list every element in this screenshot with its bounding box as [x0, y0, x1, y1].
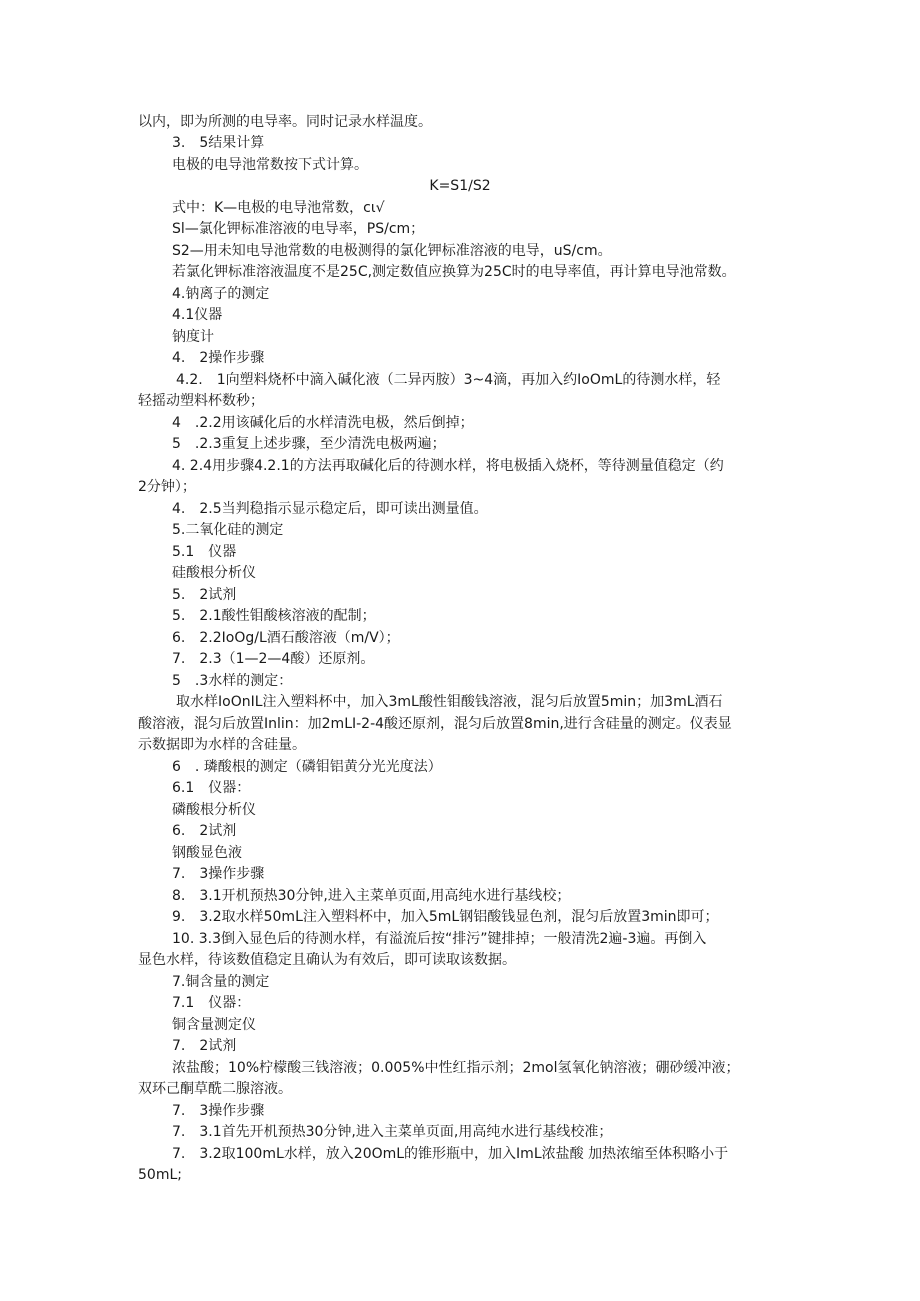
text-line: 磷酸根分析仪 [172, 802, 256, 818]
text-line: 4.2. 1向塑料烧杯中滴入碱化液（二异丙胺）3~4滴，再加入约IoOmL的待测水样，轻 [176, 372, 721, 388]
section-heading: 7.1 仪器： [172, 995, 251, 1011]
text-line: 4. 2.4用步骤4.2.1的方法再取碱化后的待测水样，将电极插入烧杯，等待测量值稳定（约 [172, 458, 724, 474]
text-line: 双环己酮草酰二腺溶液。 [138, 1081, 292, 1097]
text-line: 酸溶液，混匀后放置Inlin：加2mLI-2-4酸还原剂，混匀后放置8min,进行含硅量的测定。仪表显 [138, 716, 732, 732]
text-line: 浓盐酸；10%柠檬酸三钱溶液；0.005%中性红指示剂；2mol氢氧化钠溶液；硼砂缓冲液； [172, 1060, 740, 1076]
section-heading: 7. 3操作步骤 [172, 1103, 265, 1119]
text-line: Sl—氯化钾标准溶液的电导率，PS/cm； [172, 221, 425, 237]
formula: K=S1∕S2 [429, 178, 491, 194]
text-line: 轻摇动塑料杯数秒； [138, 393, 264, 409]
text-line: S2—用未知电导池常数的电极测得的氯化钾标准溶液的电导，uS/cm。 [172, 243, 612, 259]
section-heading: 4. 2操作步骤 [172, 350, 265, 366]
text-line: 钠度计 [172, 329, 214, 345]
text-line: 示数据即为水样的含硅量。 [138, 737, 306, 753]
text-line: 电极的电导池常数按下式计算。 [172, 157, 368, 173]
text-line: 钢酸显色液 [172, 845, 242, 861]
text-line: 显色水样，待该数值稳定且确认为有效后，即可读取该数据。 [138, 952, 516, 968]
text-line: 2分钟）； [138, 479, 196, 495]
section-heading: 7. 3操作步骤 [172, 866, 265, 882]
text-line: 6. 2.2IoOg/L酒石酸溶液（m/V）； [172, 630, 400, 646]
section-heading: 6.1 仪器： [172, 780, 251, 796]
text-line: 5 .2.3重复上述步骤，至少清洗电极两遍； [172, 436, 446, 452]
text-line: 4 .2.2用该碱化后的水样清洗电极，然后倒掉； [172, 415, 474, 431]
text-line: 7. 3.1首先开机预热30分钟,进入主菜单页面,用高纯水进行基线校准； [172, 1124, 613, 1140]
section-heading: 4.钠离子的测定 [172, 286, 270, 302]
section-heading: 5. 2试剂 [172, 587, 237, 603]
text-line: 硅酸根分析仪 [172, 565, 256, 581]
text-line: 铜含量测定仪 [172, 1017, 256, 1033]
text-line: 10. 3.3倒入显色后的待测水样，有溢流后按“排污”键排掉；一般清洗2遍-3遍。再倒入 [172, 931, 707, 947]
section-heading: 6 . 璘酸根的测定（磷钼铝黄分光光度法） [172, 759, 442, 775]
section-heading: 7.铜含量的测定 [172, 974, 270, 990]
text-line: 以内，即为所测的电导率。同时记录水样温度。 [138, 114, 432, 130]
section-heading: 6. 2试剂 [172, 823, 237, 839]
text-line: 7. 2.3（1—2—4酸）还原剂。 [172, 651, 375, 667]
text-line: 式中：K—电极的电导池常数，cι√ [172, 200, 385, 216]
text-line: 9. 3.2取水样50mL注入塑料杯中，加入5mL钢铝酸钱显色剂，混匀后放置3min即可； [172, 909, 719, 925]
text-line: 8. 3.1开机预热30分钟,进入主菜单页面,用高纯水进行基线校； [172, 888, 571, 904]
section-heading: 4.1仪器 [172, 307, 223, 323]
section-heading: 5 .3水样的测定： [172, 673, 293, 689]
section-heading: 5.1 仪器 [172, 544, 237, 560]
text-line: 7. 3.2取100mL水样，放入20OmL的锥形瓶中，加入ImL浓盐酸 加热浓缩至体积略小于 [172, 1146, 729, 1162]
text-line: 4. 2.5当判稳指示显示稳定后，即可读出测量值。 [172, 501, 488, 517]
text-line: 取水样IoOnIL注入塑料杯中，加入3mL酸性钼酸钱溶液，混匀后放置5min；加3mL酒石 [176, 694, 723, 710]
section-heading: 7. 2试剂 [172, 1038, 237, 1054]
text-line: 50mL; [138, 1167, 182, 1183]
section-heading: 3. 5结果计算 [172, 135, 265, 151]
section-heading: 5.二氧化硅的测定 [172, 522, 284, 538]
text-line: 若氯化钾标准溶液温度不是25C,测定数值应换算为25C时的电导率值，再计算电导池常数。 [172, 264, 736, 280]
text-line: 5. 2.1酸性钼酸核溶液的配制； [172, 608, 376, 624]
